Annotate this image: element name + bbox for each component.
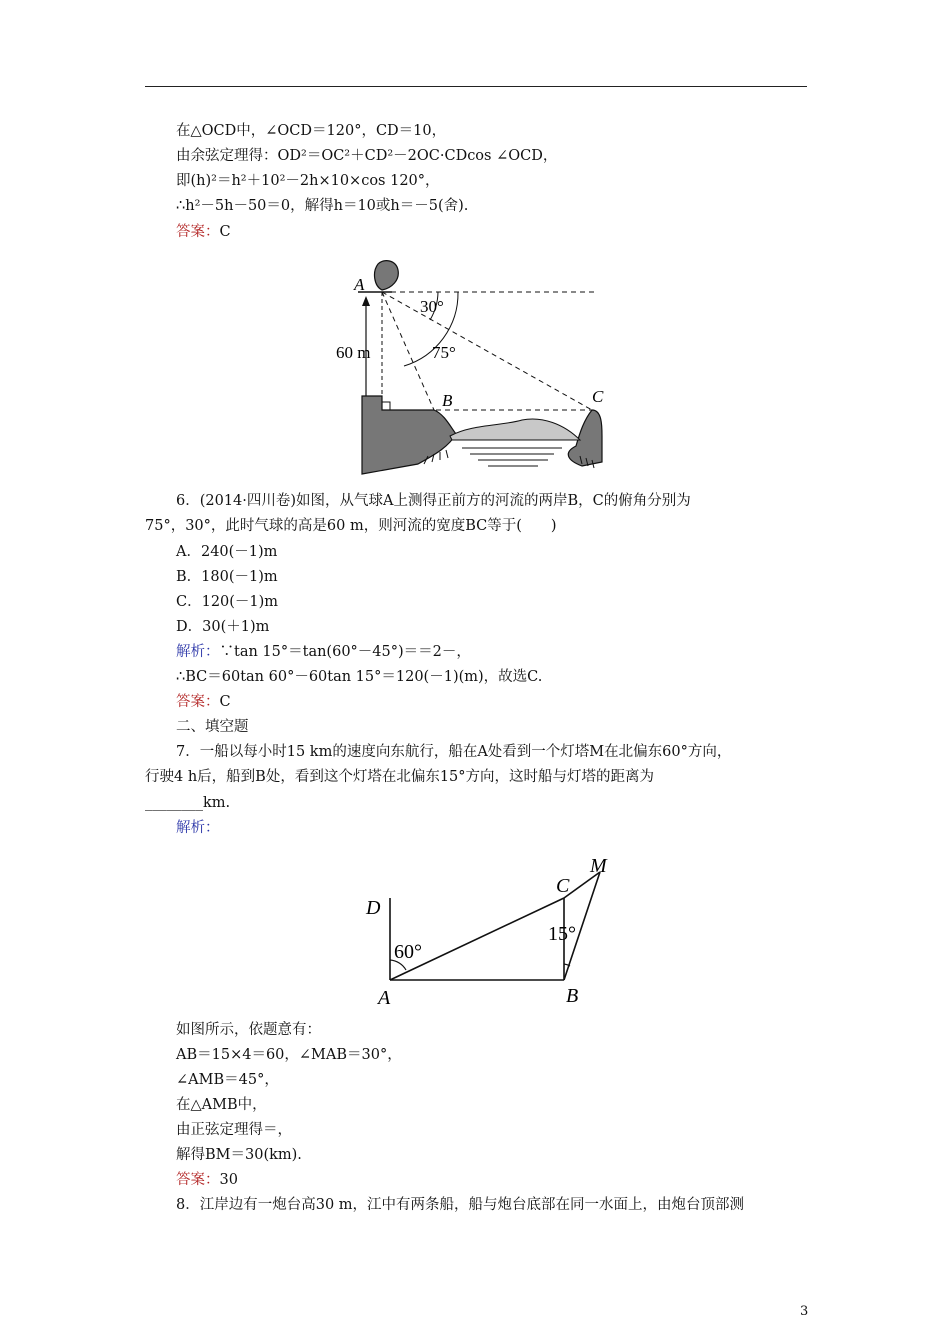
solution-7-line-4: 在△AMB中，	[176, 1097, 267, 1113]
lighthouse-figure	[360, 852, 620, 1010]
angle-60: 60°	[394, 941, 422, 963]
text-line: 在△OCD中，∠OCD＝120°，CD＝10，	[176, 123, 447, 139]
text-line: 即(h)²＝h²＋10²－2h×10×cos 120°，	[176, 173, 440, 189]
angle-30: 30°	[420, 297, 444, 316]
solution-7-label: 解析：	[176, 820, 220, 836]
solution-7-line-2: AB＝15×4＝60，∠MAB＝30°，	[176, 1047, 402, 1063]
header-rule	[145, 86, 807, 87]
option-b: B．180(－1)m	[176, 569, 278, 585]
angle-75: 75°	[432, 343, 456, 362]
answer-value: C	[219, 224, 231, 240]
answer-value: 30	[219, 1172, 238, 1188]
label-a: A	[354, 275, 365, 294]
solution-7-line-5: 由正弦定理得＝，	[176, 1122, 292, 1138]
option-a: A．240(－1)m	[176, 544, 278, 560]
label-c: C	[556, 875, 570, 897]
option-d: D．30(＋1)m	[176, 619, 270, 635]
angle-15: 15°	[548, 923, 576, 945]
text-line: 由余弦定理得：OD²＝OC²＋CD²－2OC·CDcos ∠OCD，	[176, 148, 558, 164]
solution-7-line-3: ∠AMB＝45°，	[176, 1072, 279, 1088]
answer-6	[176, 692, 231, 712]
text-line: ∴h²－5h－50＝0，解得h＝10或h＝－5(舍).	[176, 198, 469, 214]
label-c: C	[592, 387, 604, 406]
height-label: 60 m	[336, 343, 371, 362]
solution-text: ∵tan 15°＝tan(60°－45°)＝＝2－，	[219, 644, 471, 660]
solution-6-line-1	[176, 642, 471, 662]
solution-7-line-1: 如图所示，依题意有：	[176, 1022, 321, 1038]
question-7-line-3: ________km.	[145, 795, 231, 811]
answer-value: C	[219, 694, 231, 710]
answer-label: 答案：	[176, 1172, 220, 1188]
label-b: B	[566, 985, 579, 1007]
answer-label: 答案：	[176, 694, 220, 710]
label-d: D	[366, 897, 381, 919]
answer-7	[176, 1170, 238, 1190]
label-m: M	[590, 855, 607, 877]
answer-label: 答案：	[176, 224, 220, 240]
solution-6-line-2: ∴BC＝60tan 60°－60tan 15°＝120(－1)(m)，故选C.	[176, 669, 543, 685]
balloon-river-figure	[336, 256, 604, 478]
label-b: B	[442, 391, 453, 410]
question-6-line-1: 6．(2014·四川卷)如图，从气球A上测得正前方的河流的两岸B，C的俯角分别为	[176, 493, 691, 509]
solution-label: 解析：	[176, 644, 220, 660]
question-7-line-1: 7．一船以每小时15 km的速度向东航行，船在A处看到一个灯塔M在北偏东60°方向，	[176, 744, 732, 760]
section-heading: 二、填空题	[176, 719, 249, 735]
solution-7-line-6: 解得BM＝30(km).	[176, 1147, 302, 1163]
option-c: C．120(－1)m	[176, 594, 279, 610]
question-7-line-2: 行驶4 h后，船到B处，看到这个灯塔在北偏东15°方向，这时船与灯塔的距离为	[145, 769, 655, 785]
label-a: A	[378, 987, 391, 1009]
question-6-line-2: 75°，30°，此时气球的高是60 m，则河流的宽度BC等于( )	[145, 518, 557, 534]
question-8-line-1: 8．江岸边有一炮台高30 m，江中有两条船，船与炮台底部在同一水面上，由炮台顶部测	[176, 1197, 745, 1213]
answer-5	[176, 222, 231, 242]
page-number: 3	[800, 1304, 809, 1319]
